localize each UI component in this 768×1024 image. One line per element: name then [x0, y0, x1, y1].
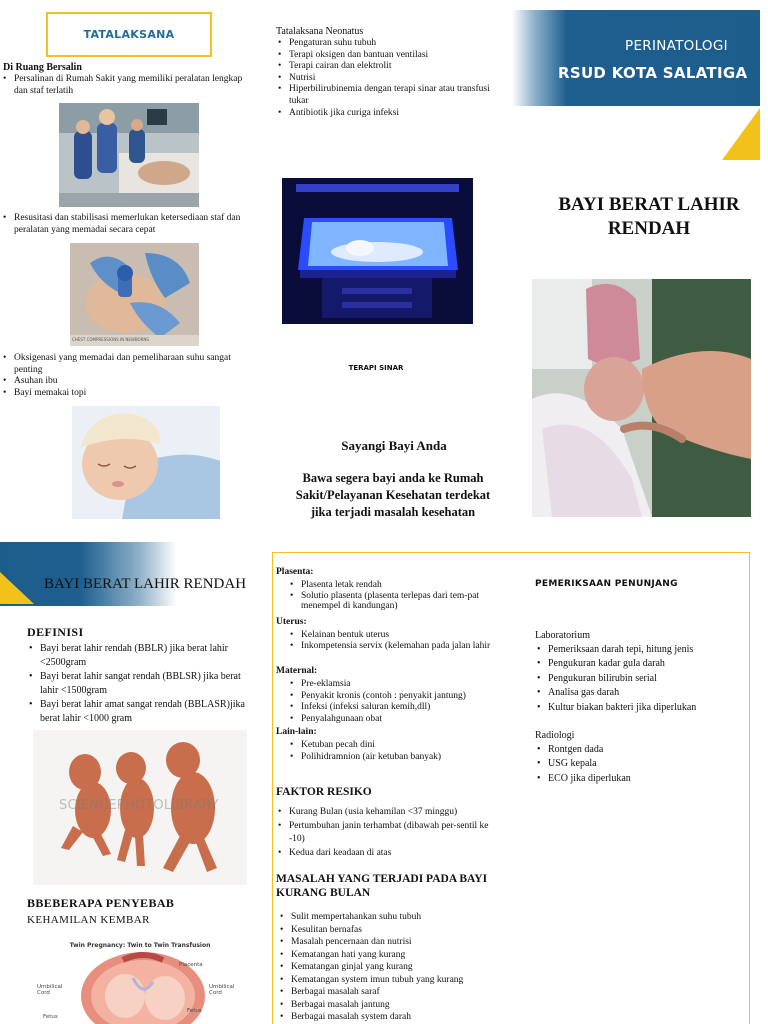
header-banner: [512, 10, 760, 106]
masalah-list: [280, 911, 506, 1024]
photo-baby-hat: [72, 406, 220, 519]
list-item: • Penyakit kronis (contoh : penyakit jantung): [290, 691, 510, 703]
list-item: • Oksigenasi yang memadai dan pemeliharaan suhu sangat penting: [3, 353, 247, 376]
list-item: • Bayi berat lahir amat sangat rendah (BBLASR)jika berat lahir <1000 gram: [29, 698, 254, 726]
panel4-yellow-triangle: [0, 572, 34, 604]
list-item: • Kematangan ginjal yang kurang: [280, 961, 506, 974]
image-caption-chest: CHEST COMPRESSIONS IN NEWBORNS: [72, 337, 149, 342]
list-item: • Kurang Bulan (usia kehamilan <37 minggu): [278, 806, 500, 820]
pemeriksaan-heading: PEMERIKSAAN PENUNJANG: [535, 579, 678, 589]
list-item: • Kultur biakan bakteri jika diperlukan: [537, 701, 747, 715]
panel4-title: BAYI BERAT LAHIR RENDAH: [43, 576, 247, 592]
list-item: • Kedua dari keadaan di atas: [278, 847, 500, 861]
list-item: • Pemeriksaan darah tepi, hitung jenis: [537, 643, 747, 657]
bullet-list-a: [3, 74, 247, 97]
list-item: • Pengaturan suhu tubuh: [278, 38, 496, 50]
plasenta-list: [290, 580, 500, 612]
list-item: • Sulit mempertahankan suhu tubuh: [280, 911, 506, 924]
bullet-list-b: [3, 213, 247, 236]
plasenta-heading: Plasenta:: [276, 567, 314, 577]
uterus-heading: Uterus:: [276, 617, 307, 627]
lain-lain-list: [290, 740, 510, 763]
definisi-list: [29, 642, 254, 726]
list-item: • Solutio plasenta (plasenta terlepas dari tem-pat menempel di kandungan): [290, 591, 500, 612]
list-item: • Pre-eklamsia: [290, 679, 510, 691]
list-item: • Terapi cairan dan elektrolit: [278, 61, 496, 73]
list-item: • Berbagai masalah system darah: [280, 1011, 506, 1024]
list-item: • Berbagai masalah jantung: [280, 999, 506, 1012]
list-item: • Plasenta letak rendah: [290, 580, 500, 591]
terapi-sinar-caption: TERAPI SINAR: [348, 364, 404, 372]
penyebab-heading: BBEBERAPA PENYEBAB: [27, 896, 175, 910]
radio-heading: Radiologi: [535, 730, 575, 741]
lab-heading: Laboratorium: [535, 630, 590, 641]
list-item: • Polihidramnion (air ketuban banyak): [290, 752, 510, 764]
list-item: • Pengukuran kadar gula darah: [537, 657, 747, 671]
uterus-list: [290, 630, 500, 651]
radio-list: [537, 743, 747, 786]
list-item: • Analisa gas darah: [537, 686, 747, 700]
list-item: • Resusitasi dan stabilisasi memerlukan ketersediaan staf dan peralatan yang memadai secara cepat: [3, 213, 247, 236]
list-item: • Antibiotik jika curiga infeksi: [278, 108, 496, 120]
yellow-triangle-accent: [722, 108, 760, 160]
list-item: • Asuhan ibu: [3, 376, 247, 388]
bullet-list-c: [3, 353, 247, 399]
twin-label-fetus-right: Fetus: [187, 1008, 202, 1014]
list-item: • Kematangan hati yang kurang: [280, 949, 506, 962]
photo-premature-babies: [33, 730, 247, 885]
lab-list: [537, 643, 747, 715]
twin-label-placenta: Placenta: [179, 962, 203, 968]
maternal-list: [290, 679, 510, 725]
twin-diagram-title: Twin Pregnancy: Twin to Twin Transfusion: [69, 942, 211, 949]
twin-label-cord-right: Umbilical Cord: [209, 984, 235, 996]
twin-label-fetus-left: Fetus: [43, 1014, 58, 1020]
science-photo-watermark: SCIENCEPHOTOLIBRARY: [59, 798, 219, 813]
list-item: • Ketuban pecah dini: [290, 740, 510, 752]
list-item: • USG kepala: [537, 757, 747, 771]
list-item: • Kematangan system imun tubuh yang kurang: [280, 974, 506, 987]
cover-title: BAYI BERAT LAHIR RENDAH: [558, 194, 740, 239]
kehamilan-kembar-label: KEHAMILAN KEMBAR: [27, 914, 150, 926]
bawa-message: Bawa segera bayi anda ke Rumah Sakit/Pelayanan Kesehatan terdekat jika terjadi masalah kesehatan: [295, 471, 491, 519]
list-item: • Pengukuran bilirubin serial: [537, 672, 747, 686]
masalah-heading: MASALAH YANG TERJADI PADA BAYI KURANG BULAN: [276, 873, 488, 899]
tatalaksana-label: TATALAKSANA: [46, 12, 212, 57]
sayangi-heading: Sayangi Bayi Anda: [341, 438, 447, 453]
list-item: • Bayi berat lahir sangat rendah (BBLSR) jika berat lahir <1500gram: [29, 670, 254, 698]
list-item: • Nutrisi: [278, 73, 496, 85]
maternal-heading: Maternal:: [276, 666, 318, 676]
list-item: • Bayi memakai topi: [3, 388, 247, 400]
section-title-ruang-bersalin: Di Ruang Bersalin: [3, 62, 82, 73]
lain-lain-heading: Lain-lain:: [276, 727, 317, 737]
list-item: • Rontgen dada: [537, 743, 747, 757]
neonatus-list: [278, 38, 496, 119]
list-item: • Masalah pencernaan dan nutrisi: [280, 936, 506, 949]
list-item: • Kelainan bentuk uterus: [290, 630, 500, 641]
list-item: • Hiperbilirubinemia dengan terapi sinar atau transfusi tukar: [278, 84, 496, 107]
list-item: • Pertumbuhan janin terhambat (dibawah per-sentil ke -10): [278, 820, 500, 847]
faktor-resiko-heading: FAKTOR RESIKO: [276, 786, 372, 798]
list-item: • Penyalahgunaan obat: [290, 714, 510, 726]
header-perinatologi: PERINATOLOGI: [625, 38, 728, 54]
neonatus-title: Tatalaksana Neonatus: [276, 26, 364, 37]
list-item: • Bayi berat lahir rendah (BBLR) jika berat lahir <2500gram: [29, 642, 254, 670]
list-item: • Inkompetensia servix (kelemahan pada jalan lahir: [290, 641, 500, 652]
list-item: • Infeksi (infeksi saluran kemih,dll): [290, 702, 510, 714]
definisi-heading: DEFINISI: [27, 625, 84, 639]
header-rsud: RSUD KOTA SALATIGA: [558, 64, 748, 82]
list-item: • Berbagai masalah saraf: [280, 986, 506, 999]
diagram-twin-pregnancy: [33, 938, 247, 1024]
photo-incubator-light: [282, 178, 473, 324]
list-item: • ECO jika diperlukan: [537, 772, 747, 786]
photo-resuscitation: [70, 243, 199, 346]
photo-premature-baby-hand: [532, 279, 751, 517]
photo-delivery-room: [59, 103, 199, 207]
list-item: • Kesulitan bernafas: [280, 924, 506, 937]
faktor-resiko-list: [278, 806, 500, 860]
list-item: • Persalinan di Rumah Sakit yang memiliki peralatan lengkap dan staf terlatih: [3, 74, 247, 97]
list-item: • Terapi oksigen dan bantuan ventilasi: [278, 50, 496, 62]
twin-label-cord-left: Umbilical Cord: [37, 984, 63, 996]
